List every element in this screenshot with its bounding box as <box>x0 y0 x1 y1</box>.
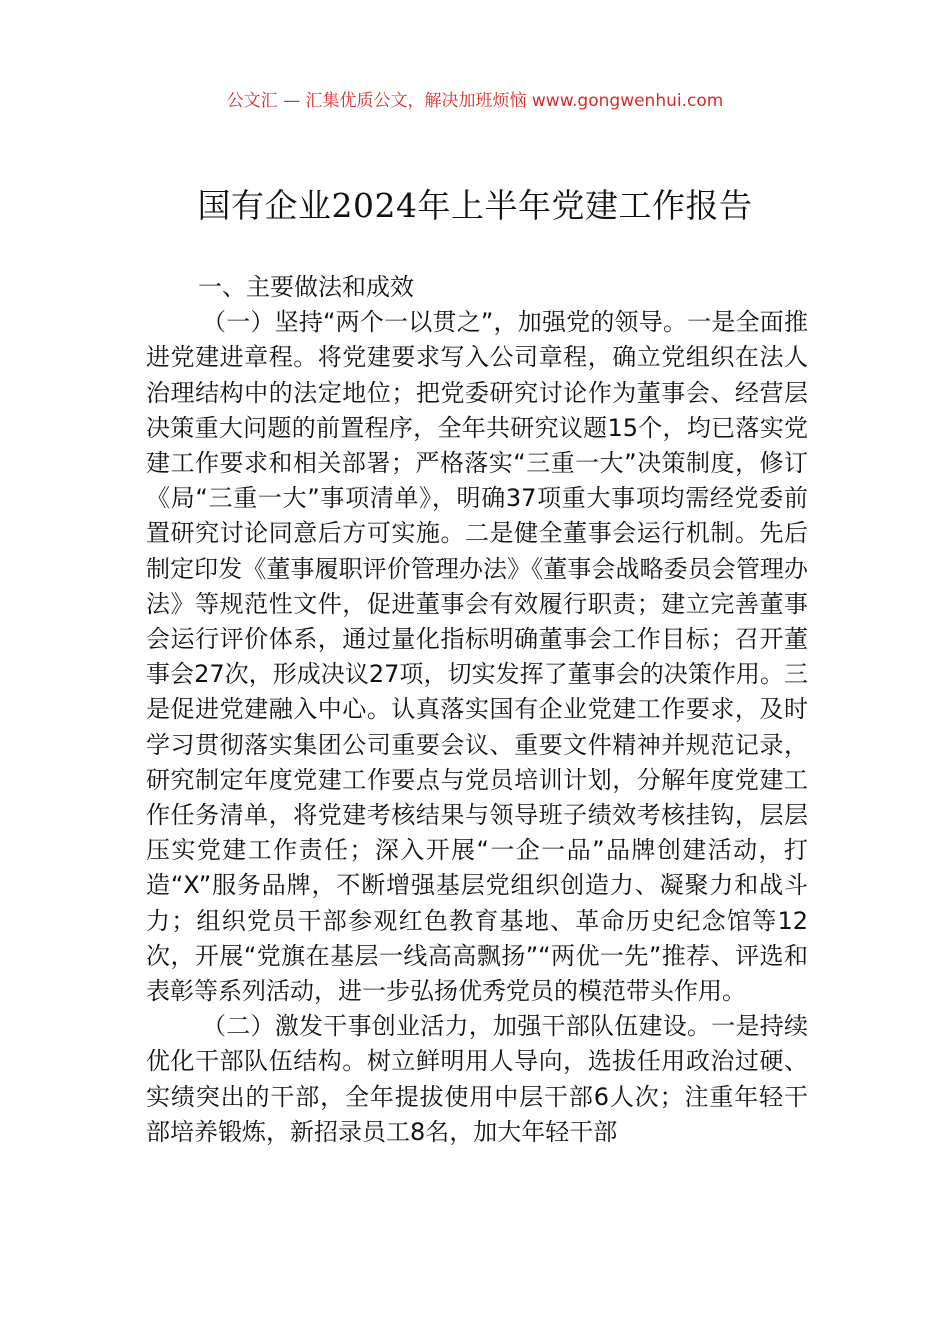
section-heading: 一、主要做法和成效 <box>198 273 414 301</box>
document-title: 国有企业2024年上半年党建工作报告 <box>197 186 753 225</box>
paragraph-cadre-team: （二）激发干事创业活力，加强干部队伍建设。一是持续优化干部队伍结构。树立鲜明用人导向，选拔任用政治过硬、实绩突出的干部，全年提拔使用中层干部6人次；注重年轻干部培养锻炼，新招录员工8名，加大年轻干部 <box>146 1012 808 1146</box>
paragraph-party-leadership: （一）坚持“两个一以贯之”，加强党的领导。一是全面推进党建进章程。将党建要求写入公司章程，确立党组织在法人治理结构中的法定地位；把党委研究讨论作为董事会、经营层决策重大问题的前置程序，全年共研究议题15个，均已落实党建工作要求和相关部署；严格落实“三重一大”决策制度，修订《局“三重一大”事项清单》，明确37项重大事项均需经党委前置研究讨论同意后方可实施。二是健全董事会运行机制。先后制定印发《董事履职评价管理办法》《董事会战略委员会管理办法》等规范性文件，促进董事会有效履行职责；建立完善董事会运行评价体系，通过量化指标明确董事会工作目标；召开董事会27次，形成决议27项，切实发挥了董事会的决策作用。三是促进党建融入中心。认真落实国有企业党建工作要求，及时学习贯彻落实集团公司重要会议、重要文件精神并规范记录，研究制定年度党建工作要点与党员培训计划，分解年度党建工作任务清单，将党建考核结果与领导班子绩效考核挂钩，层层压实党建工作责任；深入开展“一企一品”品牌创建活动，打造“X”服务品牌，不断增强基层党组织创造力、凝聚力和战斗力；组织党员干部参观红色教育基地、革命历史纪念馆等12次，开展“党旗在基层一线高高飘扬”“两优一先”推荐、评选和表彰等系列活动，进一步弘扬优秀党员的模范带头作用。 <box>146 308 808 1006</box>
site-banner: 公文汇 — 汇集优质公文，解决加班烦恼 www.gongwenhui.com <box>226 91 724 111</box>
document-body <box>146 270 808 1150</box>
